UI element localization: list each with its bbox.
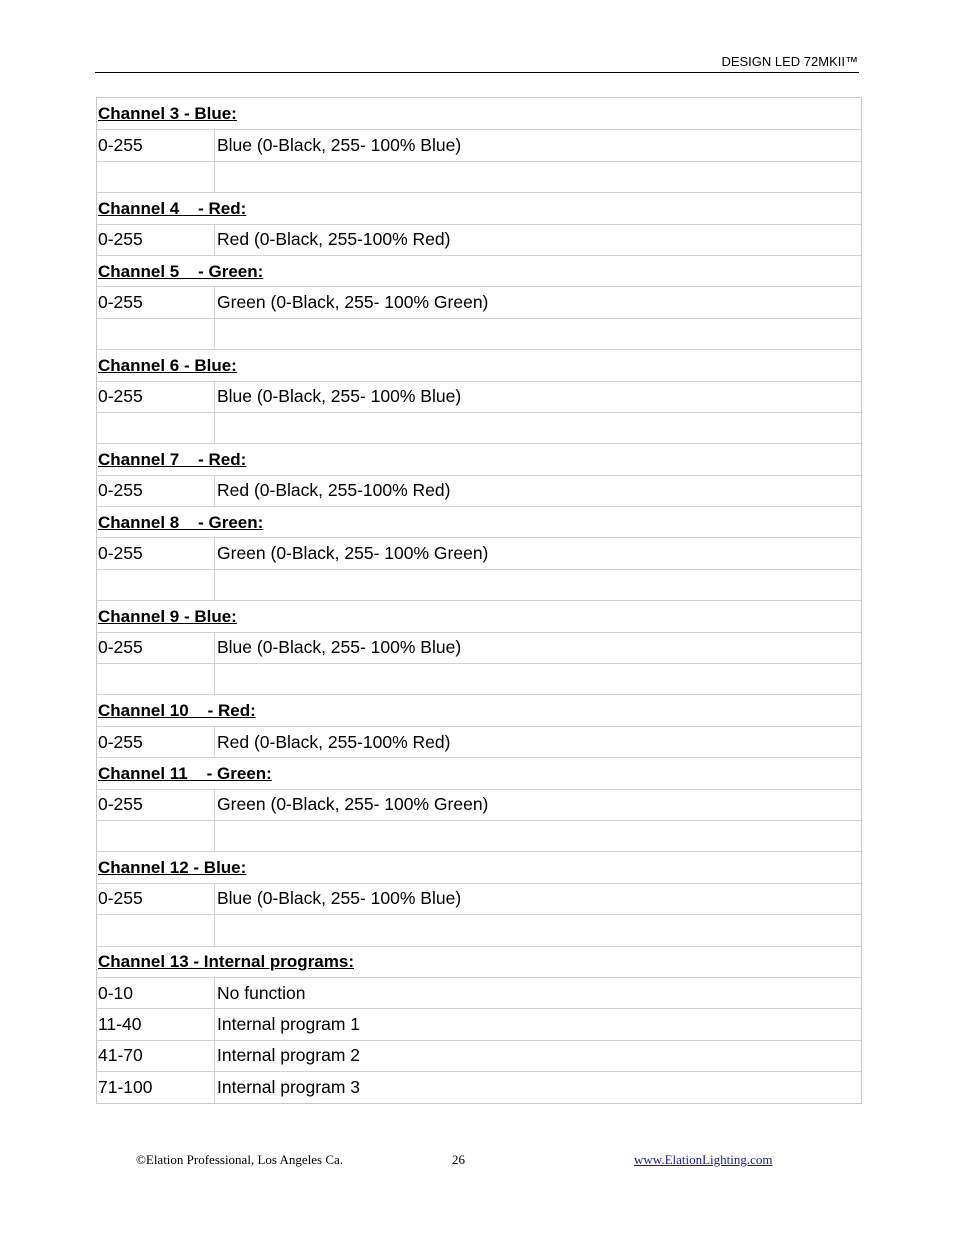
value-range-cell: [97, 162, 215, 192]
value-range-cell: 0-255: [97, 130, 215, 160]
channel-heading: Channel 6 - Blue:: [98, 355, 237, 375]
table-row: [97, 726, 861, 757]
function-description-cell: Internal program 1: [217, 1014, 360, 1035]
channel-heading-row: [97, 506, 861, 537]
channel-heading: Channel 13 - Internal programs:: [98, 952, 354, 972]
table-row: [97, 129, 861, 160]
function-description-cell: Blue (0-Black, 255- 100% Blue): [217, 386, 462, 407]
function-description-cell: [215, 413, 861, 443]
value-range-cell: 0-10: [97, 978, 215, 1008]
value-range-cell: [97, 664, 215, 694]
value-range-cell: 0-255: [97, 382, 215, 412]
value-range-cell: 0-255: [97, 633, 215, 663]
channel-heading-row: [97, 851, 861, 882]
value-range-cell: 0-255: [97, 538, 215, 568]
value-range-cell: 0-255: [97, 884, 215, 914]
channel-heading: Channel 5 - Green:: [98, 261, 264, 281]
value-range-cell: 0-255: [97, 476, 215, 506]
value-range-cell: [97, 413, 215, 443]
table-row: [97, 789, 861, 820]
value-range-cell: [97, 821, 215, 851]
table-row: [97, 475, 861, 506]
function-description-cell: Red (0-Black, 255-100% Red): [217, 229, 451, 250]
function-description-cell: No function: [217, 982, 306, 1003]
value-range-cell: [97, 319, 215, 349]
value-range-cell: [97, 915, 215, 945]
table-row: [97, 224, 861, 255]
value-range-cell: 0-255: [97, 727, 215, 757]
empty-row: [97, 569, 861, 600]
table-row: [97, 977, 861, 1008]
function-description-cell: [215, 162, 861, 192]
footer-copyright: ©Elation Professional, Los Angeles Ca.: [136, 1152, 344, 1167]
channel-heading-row: [97, 757, 861, 788]
empty-row: [97, 914, 861, 945]
table-row: [97, 632, 861, 663]
table-row: [97, 1071, 861, 1102]
channel-heading: Channel 4 - Red:: [98, 198, 247, 218]
function-description-cell: Blue (0-Black, 255- 100% Blue): [217, 135, 462, 156]
empty-row: [97, 412, 861, 443]
channel-heading-row: [97, 98, 861, 129]
value-range-cell: 41-70: [97, 1041, 215, 1071]
empty-row: [97, 161, 861, 192]
table-row: [97, 286, 861, 317]
footer-website-link[interactable]: www.ElationLighting.com: [634, 1152, 773, 1167]
function-description-cell: [215, 319, 861, 349]
function-description-cell: Red (0-Black, 255-100% Red): [217, 480, 451, 501]
channel-heading: Channel 9 - Blue:: [98, 606, 237, 626]
channel-heading: Channel 7 - Red:: [98, 449, 247, 469]
channel-heading-row: [97, 443, 861, 474]
value-range-cell: [97, 570, 215, 600]
table-row: [97, 381, 861, 412]
function-description-cell: [215, 570, 861, 600]
table-row: [97, 1040, 861, 1071]
document-header-title: DESIGN LED 72MKII™: [721, 54, 858, 69]
function-description-cell: Green (0-Black, 255- 100% Green): [217, 794, 489, 815]
table-row: [97, 537, 861, 568]
empty-row: [97, 663, 861, 694]
function-description-cell: [215, 915, 861, 945]
function-description-cell: Blue (0-Black, 255- 100% Blue): [217, 637, 462, 658]
value-range-cell: 11-40: [97, 1009, 215, 1039]
value-range-cell: 71-100: [97, 1072, 215, 1102]
channel-heading: Channel 12 - Blue:: [98, 858, 247, 878]
channel-heading-row: [97, 694, 861, 725]
function-description-cell: Green (0-Black, 255- 100% Green): [217, 543, 489, 564]
function-description-cell: Blue (0-Black, 255- 100% Blue): [217, 888, 462, 909]
table-row: [97, 1008, 861, 1039]
function-description-cell: [215, 664, 861, 694]
channel-heading-row: [97, 600, 861, 631]
channel-heading-row: [97, 192, 861, 223]
function-description-cell: Green (0-Black, 255- 100% Green): [217, 292, 489, 313]
channel-heading-row: [97, 946, 861, 977]
function-description-cell: Internal program 3: [217, 1076, 360, 1097]
table-row: [97, 883, 861, 914]
function-description-cell: Red (0-Black, 255-100% Red): [217, 731, 451, 752]
channel-heading: Channel 10 - Red:: [98, 701, 256, 721]
value-range-cell: 0-255: [97, 225, 215, 255]
function-description-cell: [215, 821, 861, 851]
footer-page-number: 26: [452, 1152, 465, 1167]
function-description-cell: Internal program 2: [217, 1045, 360, 1066]
channel-heading: Channel 8 - Green:: [98, 512, 264, 532]
value-range-cell: 0-255: [97, 287, 215, 317]
channel-heading: Channel 3 - Blue:: [98, 104, 237, 124]
empty-row: [97, 318, 861, 349]
value-range-cell: 0-255: [97, 790, 215, 820]
empty-row: [97, 820, 861, 851]
channel-spec-table: [96, 97, 862, 1104]
channel-heading: Channel 11 - Green:: [98, 763, 272, 783]
channel-heading-row: [97, 255, 861, 286]
channel-heading-row: [97, 349, 861, 380]
header-rule: [95, 72, 859, 73]
